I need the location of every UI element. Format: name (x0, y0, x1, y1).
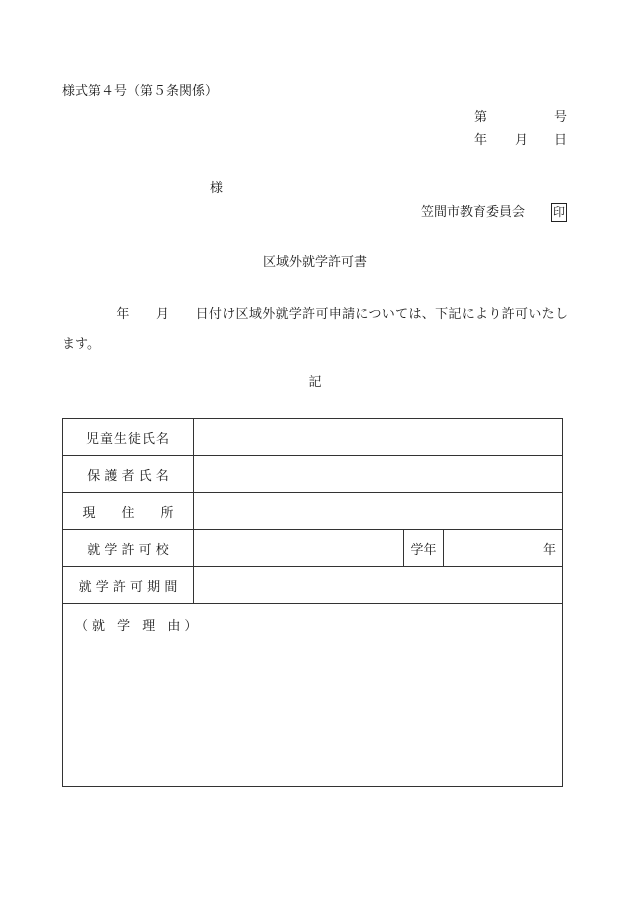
field-guardian-name[interactable] (194, 456, 562, 492)
field-grade[interactable] (444, 530, 562, 566)
field-reason[interactable] (63, 605, 562, 786)
body-text (62, 300, 568, 360)
label-reason: （就 学 理 由） (75, 619, 202, 634)
row-school (63, 530, 562, 567)
body-tsuki: 月 (155, 307, 170, 322)
date-hi: 日 (554, 133, 568, 148)
form-number: 様式第４号（第５条関係） (62, 84, 219, 99)
label-period: 就 学 許 可 期 間 (63, 567, 194, 603)
date-tsuki: 月 (515, 133, 529, 148)
form-table (62, 418, 563, 787)
row-period (63, 567, 562, 604)
addressee-sama: 様 (210, 181, 224, 196)
number-go: 号 (554, 110, 568, 125)
label-guardian-name: 保 護 者 氏 名 (63, 456, 194, 492)
body-line-2: ます。 (62, 337, 100, 352)
number-dai: 第 (474, 110, 488, 125)
grade-unit: 年 (542, 542, 556, 558)
label-grade: 学年 (404, 530, 444, 566)
body-nen: 年 (116, 307, 130, 322)
field-period[interactable] (194, 567, 562, 603)
body-line-1 (62, 300, 568, 330)
field-student-name[interactable] (194, 419, 562, 455)
label-student-name: 児童生徒氏名 (63, 419, 194, 455)
row-student-name (63, 419, 562, 456)
issuer-name: 笠間市教育委員会 (421, 205, 526, 220)
ki-heading: 記 (308, 375, 322, 390)
row-address (63, 493, 562, 530)
date-nen: 年 (474, 133, 488, 148)
document-title: 区域外就学許可書 (262, 255, 367, 270)
field-school[interactable] (194, 530, 404, 566)
label-address: 現 住 所 (63, 493, 194, 529)
body-line1-rest: 日付け区域外就学許可申請については、下記により許可いたし (195, 307, 568, 322)
row-guardian-name (63, 456, 562, 493)
seal-stamp: 印 (551, 203, 567, 222)
label-school: 就 学 許 可 校 (63, 530, 194, 566)
field-address[interactable] (194, 493, 562, 529)
